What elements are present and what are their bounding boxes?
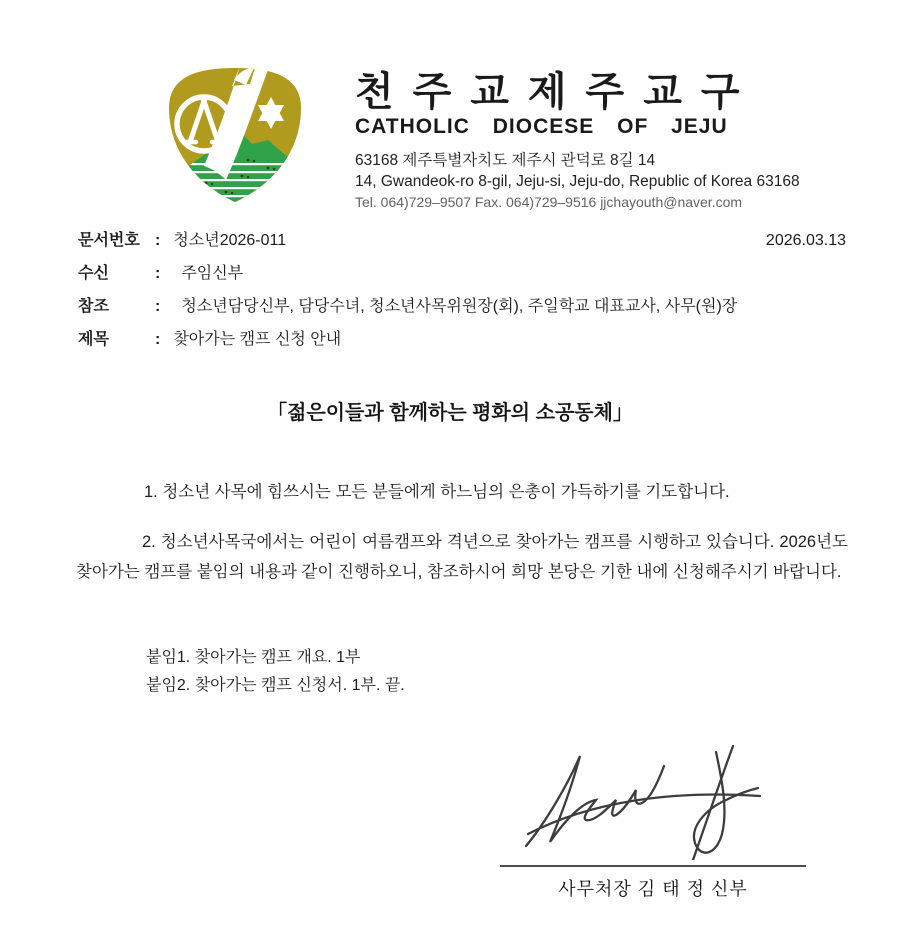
cc-value: 청소년담당신부, 담당수녀, 청소년사목위원장(회), 주일학교 대표교사, 사무(원)장 — [181, 298, 738, 315]
letterhead — [355, 70, 855, 210]
diocese-crest-logo — [156, 66, 314, 204]
signer-name: 사무처장 김 태 정 신부 — [558, 879, 748, 899]
colon: : — [155, 331, 161, 348]
subject-row — [78, 329, 846, 351]
document-info — [78, 230, 846, 362]
paragraph-1: 1. 청소년 사목에 힘쓰시는 모든 분들에게 하느님의 은총이 가득하기를 기도합니다. — [144, 483, 730, 501]
doc-number-row — [78, 230, 846, 252]
colon: : — [155, 265, 161, 282]
subject-value: 찾아가는 캠프 신청 안내 — [173, 331, 342, 348]
recipient-row — [78, 263, 846, 285]
colon: : — [155, 232, 161, 249]
handwritten-signature — [520, 740, 770, 860]
diocese-title-korean: 천주교제주교구 — [355, 70, 759, 114]
doc-number-label: 문서번호 — [78, 232, 140, 249]
address-english: 14, Gwandeok-ro 8-gil, Jeju-si, Jeju-do, Republic of Korea 63168 — [355, 173, 800, 190]
colon: : — [155, 298, 161, 315]
address-korean: 63168 제주특별자치도 제주시 관덕로 8길 14 — [355, 152, 656, 169]
cc-row — [78, 296, 846, 318]
recipient-label: 수신 — [78, 265, 109, 282]
paragraph-2: 2. 청소년사목국에서는 어린이 여름캠프와 격년으로 찾아가는 캠프를 시행하고 있습니다. 2026년도 찾아가는 캠프를 붙임의 내용과 같이 진행하오니, 참조하시어 희망 본당은 기한 내에 신청해주시기 바랍니다. — [76, 533, 848, 581]
recipient-value: 주임신부 — [181, 265, 244, 282]
subject-label: 제목 — [78, 331, 109, 348]
contact-info: Tel. 064)729–9507 Fax. 064)729–9516 jjchayouth@naver.com — [355, 194, 743, 210]
attachment-2: 붙임2. 찾아가는 캠프 신청서. 1부. 끝. — [146, 677, 405, 694]
attachments-list — [146, 644, 405, 700]
doc-number-value: 청소년2026-011 — [173, 232, 287, 249]
cc-label: 참조 — [78, 298, 109, 315]
diocese-title-english: CATHOLIC DIOCESE OF JEJU — [355, 115, 728, 138]
attachment-1: 붙임1. 찾아가는 캠프 개요. 1부 — [146, 649, 361, 666]
document-date: 2026.03.13 — [765, 232, 846, 249]
signature-line — [500, 865, 806, 867]
letter-heading: 「젊은이들과 함께하는 평화의 소공동체」 — [267, 402, 633, 424]
